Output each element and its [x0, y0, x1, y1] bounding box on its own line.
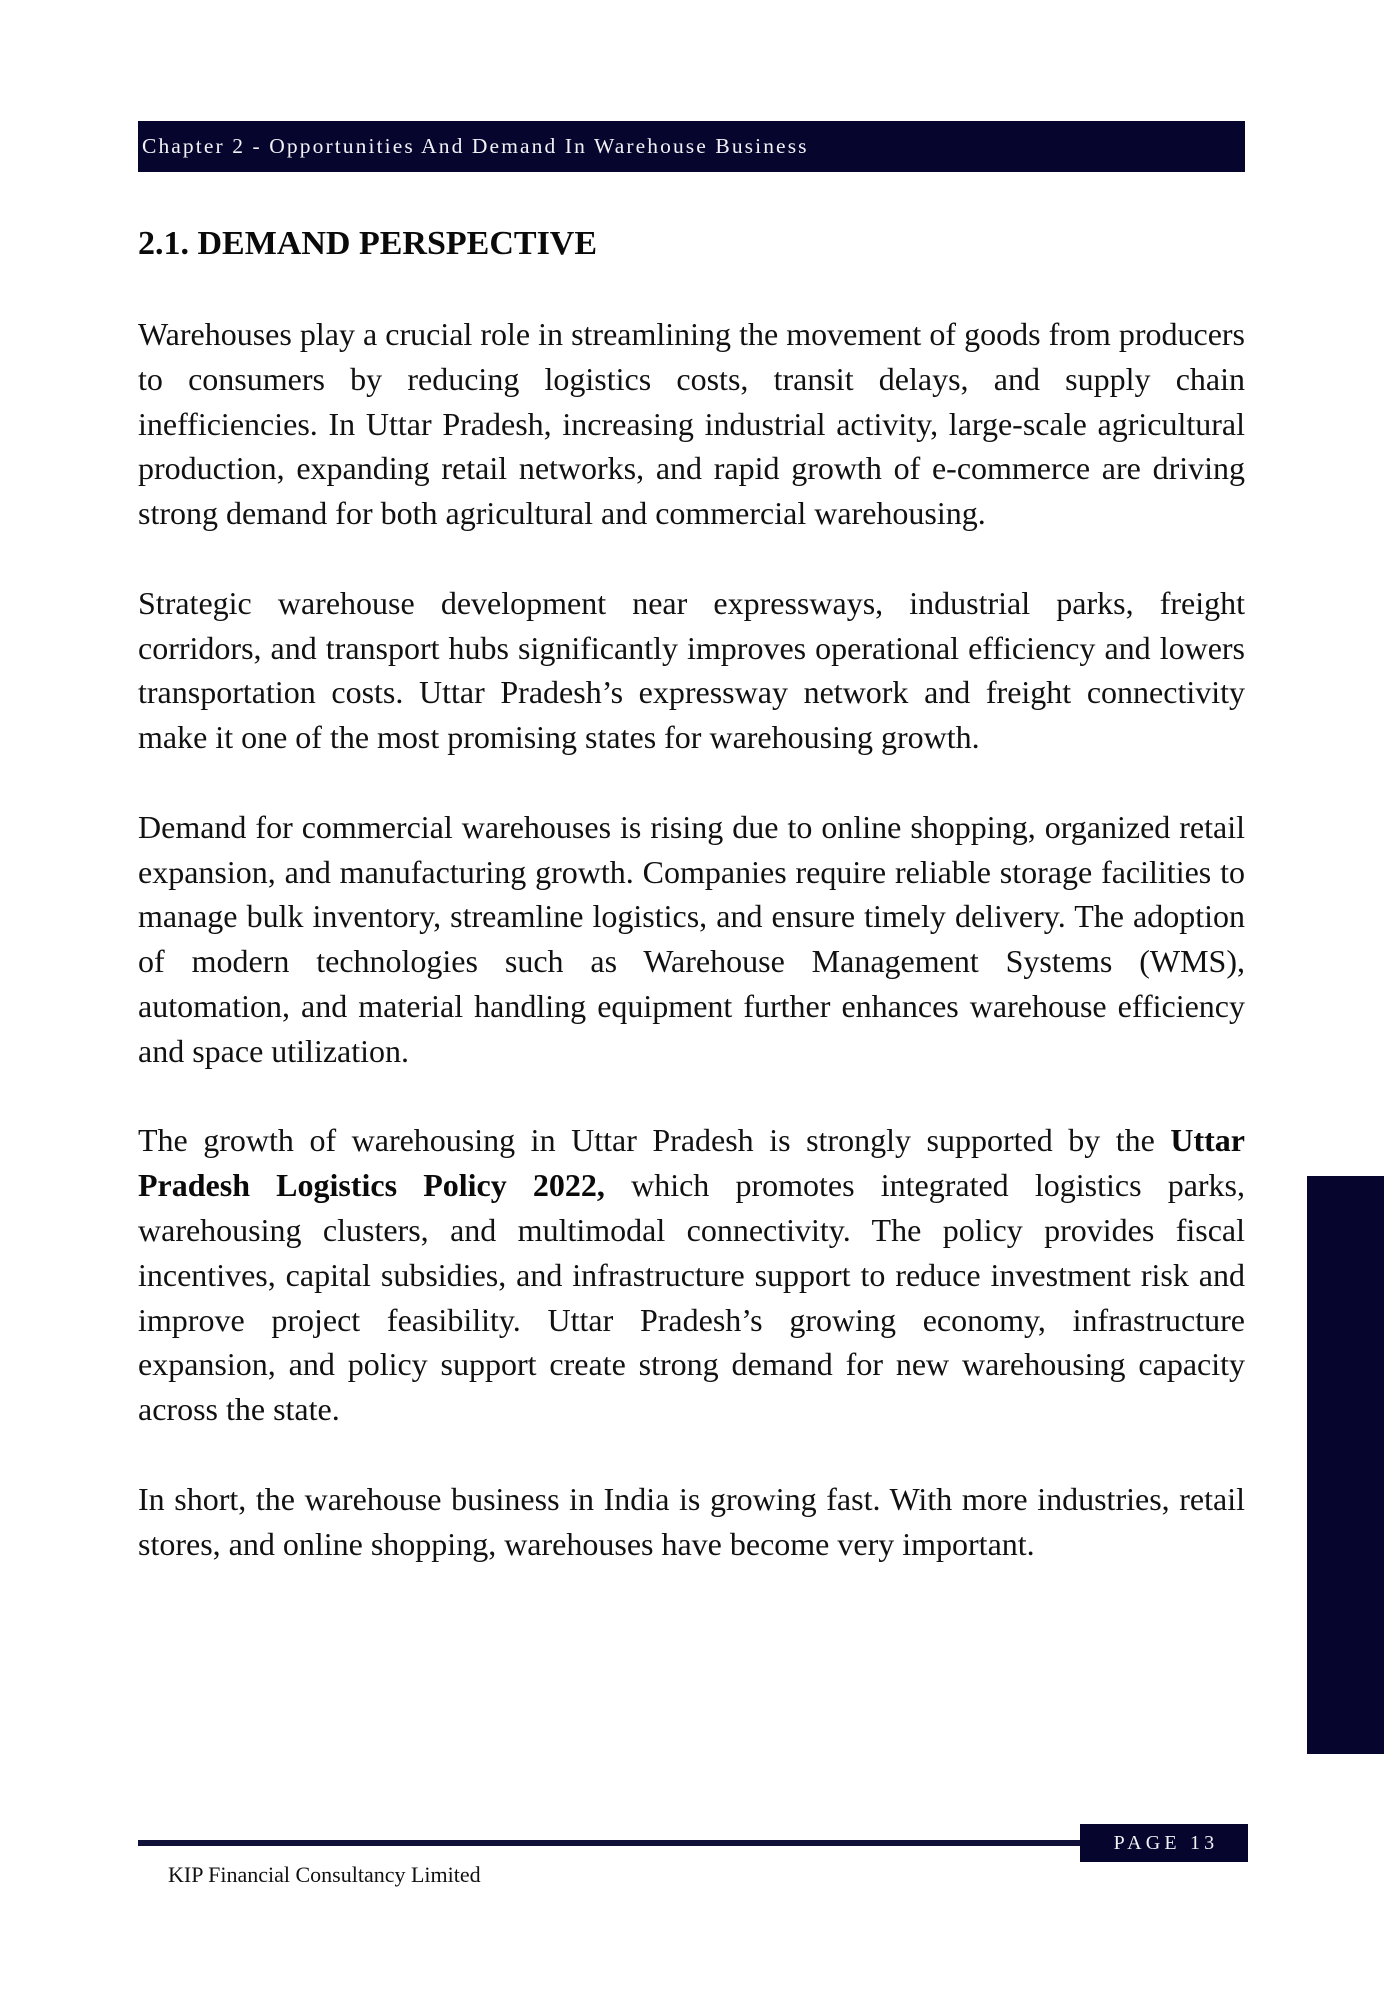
paragraph-strategic-location: Strategic warehouse development near expressways, industrial parks, freight corridors, and transport hubs significantly improves operational efficiency and lowers transportation costs. Uttar Pradesh’s expressway network and freight connectivity make it one of the most promising states for warehousing growth.	[138, 584, 1245, 756]
side-tab-marker	[1307, 1176, 1384, 1754]
chapter-title: Chapter 2 - Opportunities And Demand In Warehouse Business	[142, 134, 809, 158]
page-number-badge	[1080, 1824, 1248, 1862]
policy-lead-text: The growth of warehousing in Uttar Pradesh is strongly supported by the	[138, 1122, 1171, 1159]
page-number: PAGE 13	[1113, 1831, 1219, 1854]
section-heading: 2.1. DEMAND PERSPECTIVE	[138, 225, 598, 262]
chapter-header-bar	[138, 121, 1245, 172]
paragraph-demand-intro: Warehouses play a crucial role in streamlining the movement of goods from producers to consumers by reducing logistics costs, transit delays, and supply chain inefficiencies. In Uttar Pradesh, increasing industrial activity, large-scale agricultural production, expanding retail networks, and rapid growth of e-commerce are driving strong demand for both agricultural and commercial warehousing.	[138, 316, 1245, 532]
policy-rest-text: which promotes integrated logistics parks, warehousing clusters, and multimodal connectivity. The policy provides fiscal incentives, capital subsidies, and infrastructure support to reduce investment risk and improve project feasibility. Uttar Pradesh’s growing economy, infrastructure expansion, and policy support create strong demand for new warehousing capacity across the state.	[138, 1167, 1246, 1428]
policy-name: Uttar Pradesh Logistics Policy 2022,	[138, 1122, 1245, 1204]
paragraph-commercial-demand: Demand for commercial warehouses is rising due to online shopping, organized retail expansion, and manufacturing growth. Companies require reliable storage facilities to manage bulk inventory, streamline logistics, and ensure timely delivery. The adoption of modern technologies such as Warehouse Management Systems (WMS), automation, and material handling equipment further enhances warehouse efficiency and space utilization.	[138, 808, 1245, 1069]
body-text	[138, 312, 1245, 1611]
paragraph-summary: In short, the warehouse business in India is growing fast. With more industries, retail stores, and online shopping, warehouses have become very important.	[138, 1480, 1245, 1562]
footer-company-name: KIP Financial Consultancy Limited	[168, 1862, 481, 1887]
footer-divider	[138, 1840, 1098, 1846]
paragraph-policy-support	[138, 1118, 1245, 1432]
